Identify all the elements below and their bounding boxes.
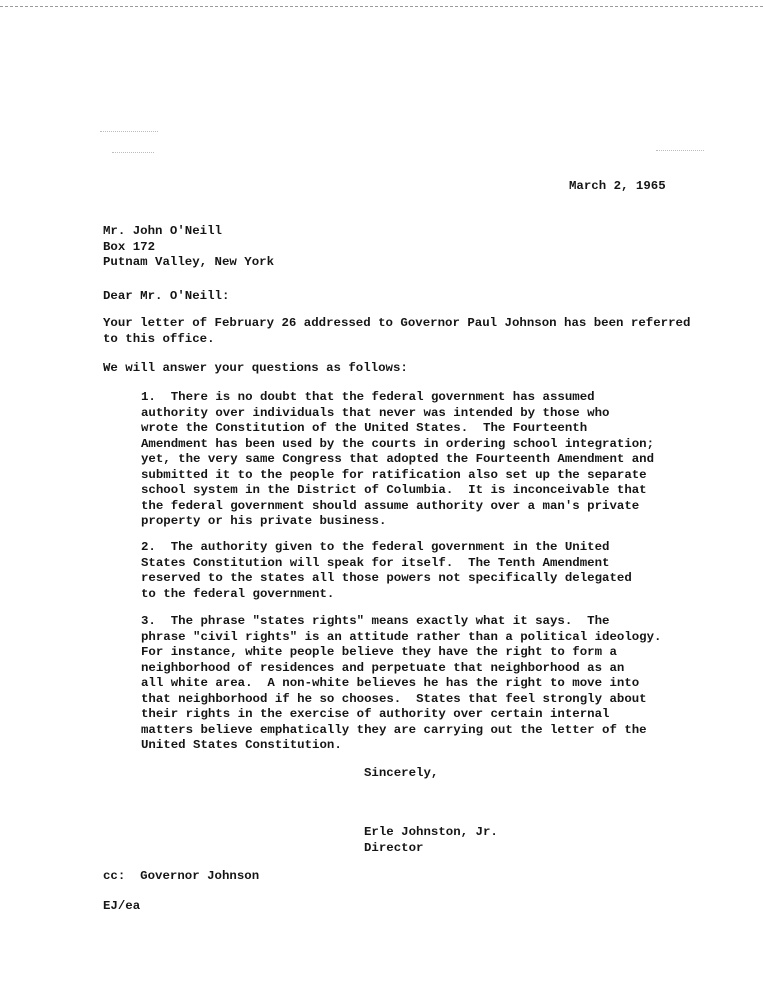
paragraph-line: Amendment has been used by the courts in ordering school integration; [141, 436, 655, 451]
recipient-box: Box 172 [103, 239, 156, 254]
paragraph-line: neighborhood of residences and perpetuate that neighborhood as an [141, 660, 625, 675]
date-text: March 2, 1965 [569, 179, 666, 193]
paragraph-line: property or his private business. [141, 514, 387, 528]
paragraph-line: yet, the very same Congress that adopted the Fourteenth Amendment and [141, 452, 655, 466]
paragraph-line: that neighborhood if he so chooses. States that feel strongly about [141, 691, 647, 706]
intro-line: Your letter of February 26 addressed to Governor Paul Johnson has been referred [103, 316, 691, 330]
signer-name: Erle Johnston, Jr. [364, 825, 498, 839]
paragraph-line: 3. The phrase "states rights" means exactly what it says. The [141, 614, 610, 628]
scan-speck [100, 131, 158, 132]
paragraph-line: wrote the Constitution of the United States. The Fourteenth [141, 421, 588, 435]
recipient-address [103, 224, 274, 271]
paragraph-line: submitted it to the people for ratification also set up the separate [141, 467, 647, 482]
paragraph-line: States Constitution will speak for itself. The Tenth Amendment [141, 555, 610, 570]
salutation-text: Dear Mr. O'Neill: [103, 289, 230, 303]
intro-line: to this office. [103, 331, 215, 346]
signer-title: Director [364, 840, 424, 855]
paragraph-line: school system in the District of Columbia. It is inconceivable that [141, 483, 647, 497]
answer-paragraph-1 [141, 390, 654, 530]
intro-paragraph [103, 316, 690, 347]
paragraph-line: 2. The authority given to the federal government in the United [141, 540, 610, 554]
lead-text: We will answer your questions as follows: [103, 361, 408, 375]
closing-text: Sincerely, [364, 766, 439, 780]
cc-text: cc: Governor Johnson [103, 869, 260, 883]
paragraph-line: United States Constitution. [141, 738, 342, 752]
letter-date [569, 179, 666, 195]
lead-sentence [103, 361, 408, 377]
paragraph-line: For instance, white people believe they have the right to form a [141, 645, 617, 659]
recipient-city: Putnam Valley, New York [103, 255, 275, 269]
signature-block [364, 825, 498, 856]
carbon-copy [103, 869, 259, 885]
paragraph-line: 1. There is no doubt that the federal government has assumed [141, 390, 595, 404]
paragraph-line: authority over individuals that never was intended by those who [141, 405, 610, 420]
paragraph-line: phrase "civil rights" is an attitude rather than a political ideology. [141, 629, 662, 644]
paragraph-line: to the federal government. [141, 586, 335, 601]
paragraph-line: matters believe emphatically they are carrying out the letter of the [141, 722, 647, 737]
closing [364, 766, 438, 782]
salutation [103, 289, 229, 305]
page-top-edge [0, 0, 763, 7]
typist-initials [103, 899, 140, 915]
paragraph-line: all white area. A non-white believes he has the right to move into [141, 676, 640, 690]
answer-paragraph-3 [141, 614, 662, 754]
answer-paragraph-2 [141, 540, 632, 602]
paragraph-line: reserved to the states all those powers not specifically delegated [141, 571, 632, 585]
scan-speck [112, 152, 154, 153]
recipient-name: Mr. John O'Neill [103, 224, 222, 238]
paragraph-line: the federal government should assume authority over a man's private [141, 498, 640, 513]
paragraph-line: their rights in the exercise of authority over certain internal [141, 707, 610, 721]
scan-speck [656, 150, 704, 151]
initials-text: EJ/ea [103, 899, 141, 913]
